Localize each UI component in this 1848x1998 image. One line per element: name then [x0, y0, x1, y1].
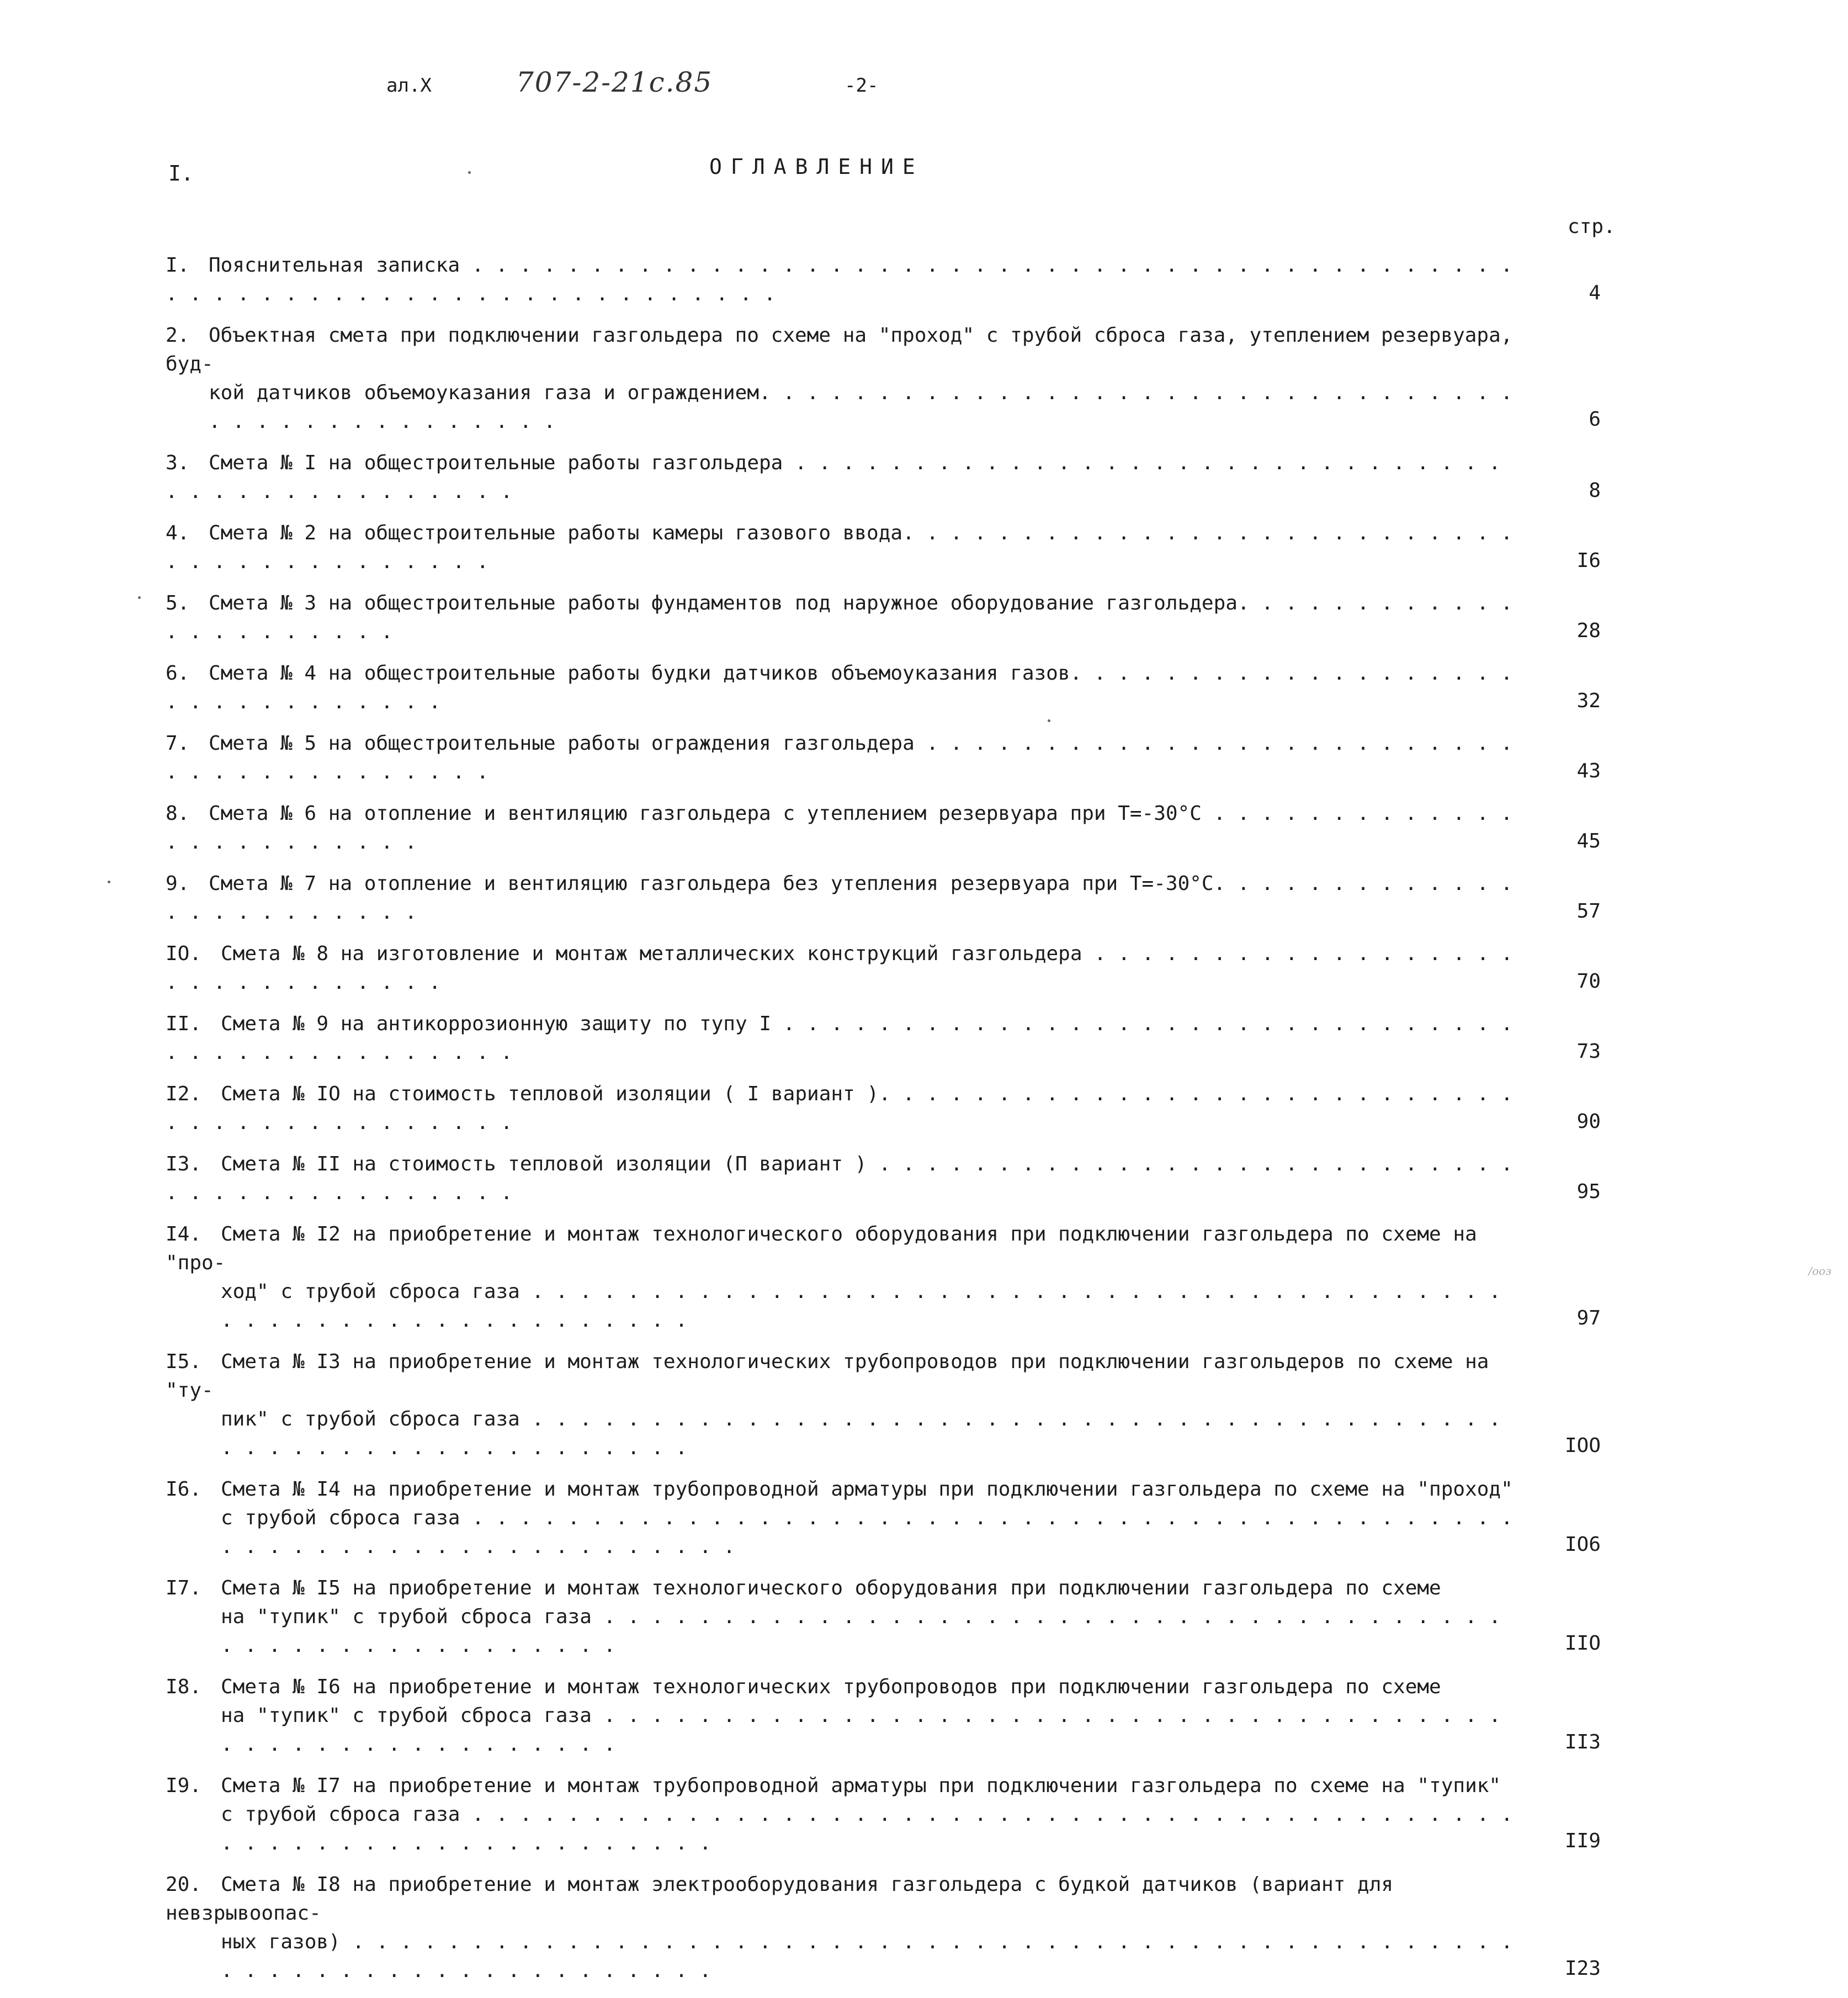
- toc-entry-line: Смета № I на общестроительные работы газгольдера . . . . . . . . . . . . . . . . . . . . . . . . . . . . . . . . . . . . . . . . . . . . .: [166, 452, 1501, 503]
- toc-entry-text: [166, 1010, 1523, 1067]
- toc-entry-number: 20.: [166, 1873, 202, 1896]
- toc-entry-page: 97: [1576, 1307, 1601, 1329]
- toc-entry-number: 9.: [166, 872, 190, 895]
- toc-entry: [166, 1870, 1601, 1985]
- toc-entry-number: I7.: [166, 1577, 202, 1599]
- scan-speck: [108, 881, 110, 883]
- toc-entry: [166, 321, 1601, 436]
- toc-entry-text: [166, 1772, 1523, 1858]
- toc-entry-line: Смета № 4 на общестроительные работы будки датчиков объемоуказания газов. . . . . . . . . . . . . . . . . . . . . . . . . . . . . . .: [166, 662, 1513, 713]
- toc-entry-page: II9: [1564, 1830, 1601, 1852]
- toc-entry-number: 4.: [166, 522, 190, 544]
- page-title: ОГЛАВЛЕНИЕ: [709, 155, 924, 179]
- toc-entry: [166, 1574, 1601, 1660]
- toc-entry-text: [166, 940, 1523, 997]
- toc-entry-text: [166, 870, 1523, 927]
- toc-entry-text: [166, 1475, 1523, 1561]
- toc-entry-text: [166, 659, 1523, 717]
- toc-entry: [166, 1080, 1601, 1137]
- toc-entry-number: I2.: [166, 1083, 202, 1105]
- toc-entry-line: с трубой сброса газа . . . . . . . . . . . . . . . . . . . . . . . . . . . . . . . . . . . . . . . . . . . . . . . . . . . . . . . . . . . . . . . . . .: [221, 1507, 1513, 1558]
- toc-entry-line: Пояснительная записка . . . . . . . . . . . . . . . . . . . . . . . . . . . . . . . . . . . . . . . . . . . . . . . . . . . . . . . . . . . . . . . . . . . . . .: [166, 254, 1513, 305]
- toc-entry-page: 4: [1589, 282, 1601, 304]
- toc-entry-page: 70: [1576, 970, 1601, 993]
- scan-speck: [1048, 719, 1050, 722]
- toc-entry-number: 8.: [166, 802, 190, 825]
- toc-entry-text: [166, 799, 1523, 857]
- toc-entry: [166, 1475, 1601, 1561]
- toc-entry: [166, 589, 1601, 646]
- toc-entry-number: 5.: [166, 592, 190, 614]
- toc-entry-line: ных газов) . . . . . . . . . . . . . . . . . . . . . . . . . . . . . . . . . . . . . . . . . . . . . . . . . . . . . . . . . . . . . . . . . . . . . .: [221, 1931, 1513, 1982]
- toc-entry-page: IOO: [1564, 1434, 1601, 1457]
- toc-entry: [166, 799, 1601, 857]
- toc-entry-text: [166, 589, 1523, 646]
- toc-entry-number: I3.: [166, 1153, 202, 1175]
- toc-entry-line: Смета № 7 на отопление и вентиляцию газгольдера без утепления резервуара при Т=-30°С. . . . . . . . . . . . . . . . . . . . . . . .: [166, 872, 1513, 924]
- toc-entry-line: Смета № I4 на приобретение и монтаж трубопроводной арматуры при подключении газгольдера по схеме на "проход": [221, 1478, 1513, 1501]
- toc-entry-line: Смета № 9 на антикоррозионную защиту по тупу I . . . . . . . . . . . . . . . . . . . . . . . . . . . . . . . . . . . . . . . . . . . . . .: [166, 1013, 1513, 1064]
- toc-entry-line: Смета № I7 на приобретение и монтаж трубопроводной арматуры при подключении газгольдера по схеме на "тупик": [221, 1774, 1501, 1797]
- toc-entry-page: II3: [1564, 1731, 1601, 1753]
- toc-entry: [166, 940, 1601, 997]
- toc-entry-text: [166, 449, 1523, 506]
- toc-entry-page: IO6: [1564, 1533, 1601, 1556]
- toc-entry-number: IO.: [166, 942, 202, 965]
- toc-entry-line: Смета № 2 на общестроительные работы камеры газового ввода. . . . . . . . . . . . . . . . . . . . . . . . . . . . . . . . . . . . . . . .: [166, 522, 1513, 573]
- toc-entry-line: Смета № IO на стоимость тепловой изоляции ( I вариант ). . . . . . . . . . . . . . . . . . . . . . . . . . . . . . . . . . . . . . . . . .: [166, 1083, 1513, 1134]
- toc-entry-number: 3.: [166, 452, 190, 474]
- album-label: ал.Х: [386, 75, 432, 97]
- toc-entry-line: Смета № 5 на общестроительные работы ограждения газгольдера . . . . . . . . . . . . . . . . . . . . . . . . . . . . . . . . . . . . . . .: [166, 732, 1513, 783]
- toc-entry: [166, 1673, 1601, 1759]
- toc-entry: [166, 519, 1601, 576]
- section-number: I.: [168, 161, 194, 186]
- toc-entry-line: кой датчиков объемоуказания газа и ограждением. . . . . . . . . . . . . . . . . . . . . . . . . . . . . . . . . . . . . . . . . . . . . . .: [209, 381, 1513, 433]
- toc-entry-number: 6.: [166, 662, 190, 685]
- toc-entry: [166, 1772, 1601, 1858]
- toc-entry-number: I.: [166, 254, 190, 277]
- toc-entry-line: Смета № I3 на приобретение и монтаж технологических трубопроводов при подключении газгольдеров по схеме на "ту-: [166, 1350, 1489, 1402]
- toc-entry: [166, 729, 1601, 787]
- toc-entry-text: [166, 1870, 1523, 1985]
- table-of-contents: [166, 251, 1601, 1998]
- toc-entry: [166, 1348, 1601, 1462]
- toc-entry-text: [166, 1574, 1523, 1660]
- toc-entry-line: ход" с трубой сброса газа . . . . . . . . . . . . . . . . . . . . . . . . . . . . . . . . . . . . . . . . . . . . . . . . . . . . . . . . . . . . .: [221, 1280, 1501, 1332]
- toc-entry-number: I6.: [166, 1478, 202, 1501]
- toc-entry-page: I6: [1576, 549, 1601, 572]
- toc-entry-line: Смета № I8 на приобретение и монтаж электрооборудования газгольдера с будкой датчиков (вариант для невзрывоопас-: [166, 1873, 1394, 1925]
- toc-entry-page: I23: [1564, 1957, 1601, 1980]
- toc-entry-number: I8.: [166, 1676, 202, 1698]
- toc-entry-line: пик" с трубой сброса газа . . . . . . . . . . . . . . . . . . . . . . . . . . . . . . . . . . . . . . . . . . . . . . . . . . . . . . . . . . . . .: [221, 1408, 1501, 1459]
- toc-entry-number: 2.: [166, 324, 190, 347]
- project-code-handwritten: 707-2-21с.85: [516, 66, 713, 98]
- toc-entry: [166, 659, 1601, 717]
- toc-entry-line: Смета № 8 на изготовление и монтаж металлических конструкций газгольдера . . . . . . . . . . . . . . . . . . . . . . . . . . . . . .: [166, 942, 1513, 994]
- toc-entry-text: [166, 1673, 1523, 1759]
- toc-entry-text: [166, 729, 1523, 787]
- toc-entry-page: 32: [1576, 690, 1601, 712]
- toc-entry-line: Смета № I5 на приобретение и монтаж технологического оборудования при подключении газгольдера по схеме: [221, 1577, 1441, 1599]
- toc-entry-page: 43: [1576, 760, 1601, 782]
- toc-entry-number: II.: [166, 1013, 202, 1035]
- toc-entry-page: 8: [1589, 479, 1601, 502]
- toc-entry: [166, 449, 1601, 506]
- toc-entry-line: Смета № II на стоимость тепловой изоляции (П вариант ) . . . . . . . . . . . . . . . . . . . . . . . . . . . . . . . . . . . . . . . . . .: [166, 1153, 1513, 1204]
- toc-entry-page: 90: [1576, 1110, 1601, 1133]
- toc-entry-page: 95: [1576, 1180, 1601, 1203]
- toc-entry-page: 57: [1576, 900, 1601, 923]
- toc-entry-number: 7.: [166, 732, 190, 755]
- corner-mark: /ооз: [1808, 1264, 1831, 1278]
- toc-entry-line: Смета № 6 на отопление и вентиляцию газгольдера с утеплением резервуара при Т=-30°С . . . . . . . . . . . . . . . . . . . . . . . .: [166, 802, 1513, 854]
- toc-entry-text: [166, 1220, 1523, 1335]
- toc-entry: [166, 870, 1601, 927]
- toc-entry-text: [166, 321, 1523, 436]
- toc-entry-line: с трубой сброса газа . . . . . . . . . . . . . . . . . . . . . . . . . . . . . . . . . . . . . . . . . . . . . . . . . . . . . . . . . . . . . . . . .: [221, 1803, 1513, 1854]
- toc-entry-text: [166, 1150, 1523, 1207]
- toc-entry-page: 73: [1576, 1040, 1601, 1063]
- page-column-label: стр.: [1568, 215, 1616, 238]
- toc-entry-number: I5.: [166, 1350, 202, 1373]
- toc-entry: [166, 1150, 1601, 1207]
- toc-entry-text: [166, 519, 1523, 576]
- toc-entry-line: Смета № I2 на приобретение и монтаж технологического оборудования при подключении газгольдера по схеме на "про-: [166, 1223, 1477, 1274]
- page-number: -2-: [845, 75, 879, 97]
- toc-entry-line: на "тупик" с трубой сброса газа . . . . . . . . . . . . . . . . . . . . . . . . . . . . . . . . . . . . . . . . . . . . . . . . . . . . . . .: [221, 1704, 1501, 1756]
- toc-entry-text: [166, 1348, 1523, 1462]
- toc-entry-text: [166, 251, 1523, 309]
- toc-entry-page: 28: [1576, 619, 1601, 642]
- toc-entry: [166, 1010, 1601, 1067]
- toc-entry-page: 45: [1576, 830, 1601, 852]
- toc-entry-page: IIO: [1564, 1632, 1601, 1655]
- toc-entry-line: Объектная смета при подключении газгольдера по схеме на "проход" с трубой сброса газа, утеплением резервуара, буд-: [166, 324, 1513, 375]
- toc-entry-line: Смета № I6 на приобретение и монтаж технологических трубопроводов при подключении газгольдера по схеме: [221, 1676, 1441, 1698]
- toc-entry-text: [166, 1080, 1523, 1137]
- toc-entry-line: на "тупик" с трубой сброса газа . . . . . . . . . . . . . . . . . . . . . . . . . . . . . . . . . . . . . . . . . . . . . . . . . . . . . . .: [221, 1605, 1501, 1657]
- toc-entry-line: Смета № 3 на общестроительные работы фундаментов под наружное оборудование газгольдера. . . . . . . . . . . . . . . . . . . . . .: [166, 592, 1513, 643]
- scan-speck: [138, 596, 141, 599]
- toc-entry-page: 6: [1589, 408, 1601, 431]
- toc-entry: [166, 251, 1601, 309]
- toc-entry-number: I4.: [166, 1223, 202, 1246]
- scan-speck: [468, 171, 471, 174]
- toc-entry: [166, 1220, 1601, 1335]
- toc-entry-number: I9.: [166, 1774, 202, 1797]
